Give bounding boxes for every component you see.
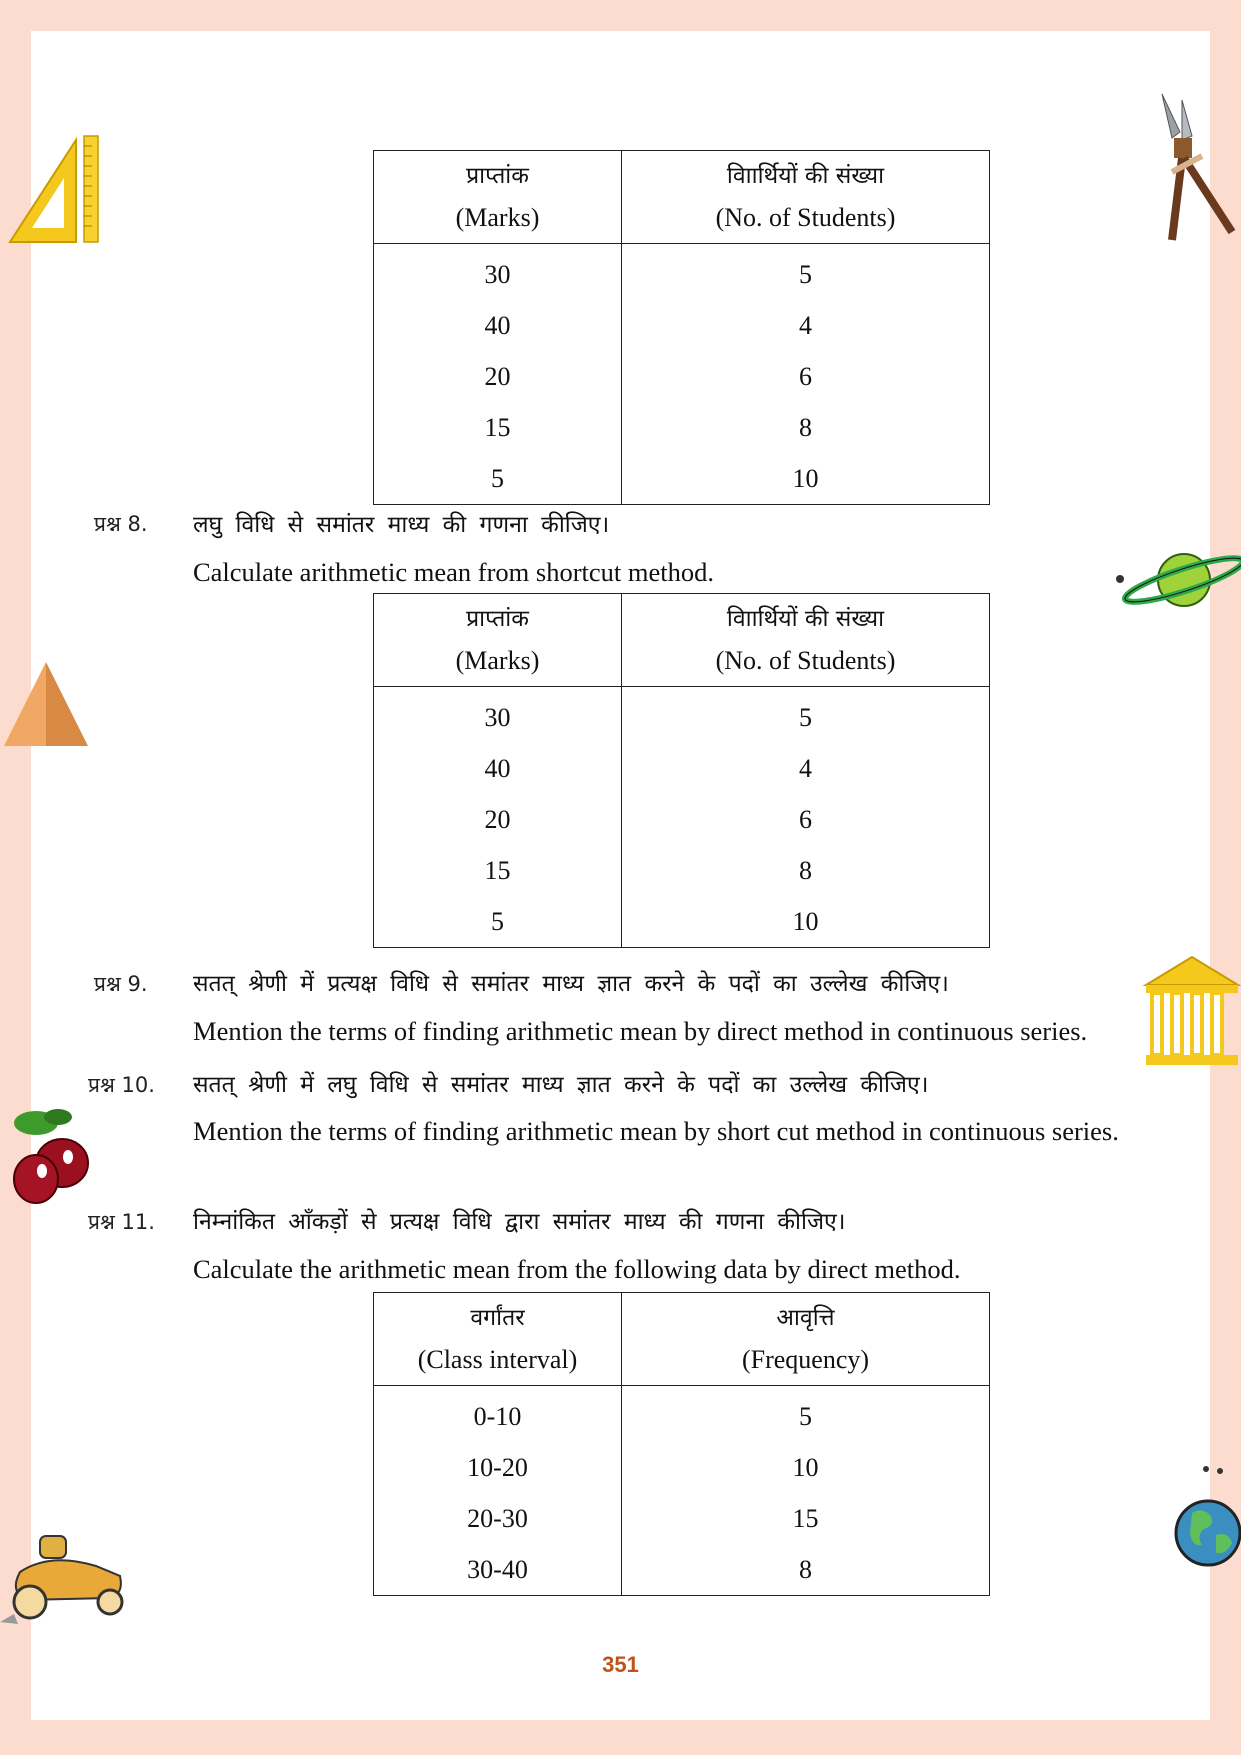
header-marks-hindi: प्राप्तांक	[466, 606, 529, 632]
table-row	[374, 1386, 990, 1443]
table-row	[374, 1442, 990, 1493]
header-frequency	[622, 1293, 990, 1386]
header-students-hindi: विाार्थियों की संख्या	[726, 606, 885, 632]
header-class-interval-english: (Class interval)	[417, 1345, 578, 1374]
table-row	[374, 794, 990, 845]
marks-cell: 40	[374, 743, 622, 794]
table-row	[374, 845, 990, 896]
question-9-hindi: सतत् श्रेणी में प्रत्यक्ष विधि से समांतर माध्य ज्ञात करने के पदों का उल्लेख कीजिए।	[193, 971, 949, 997]
students-cell: 5	[622, 244, 990, 301]
students-cell: 10	[622, 896, 990, 948]
table-row	[374, 453, 990, 505]
question-11-number: प्रश्न 11.	[88, 1210, 155, 1234]
students-cell: 10	[622, 453, 990, 505]
scissors-tool-icon	[1152, 92, 1240, 244]
question-9-english: Mention the terms of finding arithmetic mean by direct method in continuous series.	[193, 1016, 1088, 1046]
table-header-row	[374, 151, 990, 244]
students-cell: 8	[622, 845, 990, 896]
table-row	[374, 1493, 990, 1544]
table-row	[374, 896, 990, 948]
table-row	[374, 743, 990, 794]
table-row	[374, 244, 990, 301]
question-11-hindi: निम्नांकित आँकड़ों से प्रत्यक्ष विधि द्वारा समांतर माध्य की गणना कीजिए।	[193, 1209, 846, 1235]
question-9-number: प्रश्न 9.	[94, 972, 148, 996]
table-row	[374, 1544, 990, 1596]
header-students	[622, 594, 990, 687]
header-marks	[374, 151, 622, 244]
table-row	[374, 300, 990, 351]
page-number: 351	[602, 1652, 639, 1677]
frequency-cell: 10	[622, 1442, 990, 1493]
table-row	[374, 402, 990, 453]
class-interval-table	[373, 1292, 990, 1596]
frequency-cell: 15	[622, 1493, 990, 1544]
table-header-row	[374, 1293, 990, 1386]
header-students-hindi: विाार्थियों की संख्या	[726, 163, 885, 189]
header-students	[622, 151, 990, 244]
students-cell: 8	[622, 402, 990, 453]
question-8-english: Calculate arithmetic mean from shortcut method.	[193, 557, 714, 587]
students-cell: 6	[622, 351, 990, 402]
pillared-monument-icon	[1142, 955, 1241, 1067]
students-cell: 4	[622, 743, 990, 794]
marks-cell: 15	[374, 845, 622, 896]
header-students-english: (No. of Students)	[715, 203, 896, 232]
marks-cell: 40	[374, 300, 622, 351]
marks-cell: 20	[374, 351, 622, 402]
header-marks-english: (Marks)	[455, 646, 540, 675]
class-interval-cell: 30-40	[374, 1544, 622, 1596]
marks-cell: 30	[374, 244, 622, 301]
header-students-english: (No. of Students)	[715, 646, 896, 675]
marks-cell: 5	[374, 896, 622, 948]
header-marks-hindi: प्राप्तांक	[466, 163, 529, 189]
marks-cell: 20	[374, 794, 622, 845]
question-8-number: प्रश्न 8.	[94, 512, 148, 536]
cherry-fruit-icon	[6, 1105, 92, 1205]
marks-table-2	[373, 593, 990, 948]
students-cell: 6	[622, 794, 990, 845]
students-cell: 5	[622, 687, 990, 744]
question-10-hindi: सतत् श्रेणी में लघु विधि से समांतर माध्य ज्ञात करने के पदों का उल्लेख कीजिए।	[193, 1072, 929, 1098]
marks-cell: 5	[374, 453, 622, 505]
class-interval-cell: 10-20	[374, 1442, 622, 1493]
class-interval-cell: 0-10	[374, 1386, 622, 1443]
marks-cell: 30	[374, 687, 622, 744]
table-row	[374, 351, 990, 402]
question-10-english: Mention the terms of finding arithmetic mean by short cut method in continuous series.	[193, 1116, 1119, 1146]
header-marks	[374, 594, 622, 687]
vintage-car-icon	[0, 1532, 128, 1637]
question-11-english: Calculate the arithmetic mean from the following data by direct method.	[193, 1254, 961, 1284]
earth-globe-icon	[1172, 1465, 1241, 1575]
header-frequency-english: (Frequency)	[741, 1345, 870, 1374]
table-header-row	[374, 594, 990, 687]
question-8-hindi: लघु विधि से समांतर माध्य की गणना कीजिए।	[193, 512, 610, 538]
header-class-interval	[374, 1293, 622, 1386]
class-interval-cell: 20-30	[374, 1493, 622, 1544]
pyramid-icon	[2, 660, 90, 748]
table-row	[374, 687, 990, 744]
frequency-cell: 5	[622, 1386, 990, 1443]
frequency-cell: 8	[622, 1544, 990, 1596]
header-frequency-hindi: आवृत्ति	[776, 1305, 835, 1331]
set-square-ruler-icon	[8, 132, 104, 244]
header-class-interval-hindi: वर्गांतर	[470, 1305, 525, 1331]
header-marks-english: (Marks)	[455, 203, 540, 232]
marks-table-1	[373, 150, 990, 505]
marks-cell: 15	[374, 402, 622, 453]
question-10-number: प्रश्न 10.	[88, 1073, 155, 1097]
students-cell: 4	[622, 300, 990, 351]
